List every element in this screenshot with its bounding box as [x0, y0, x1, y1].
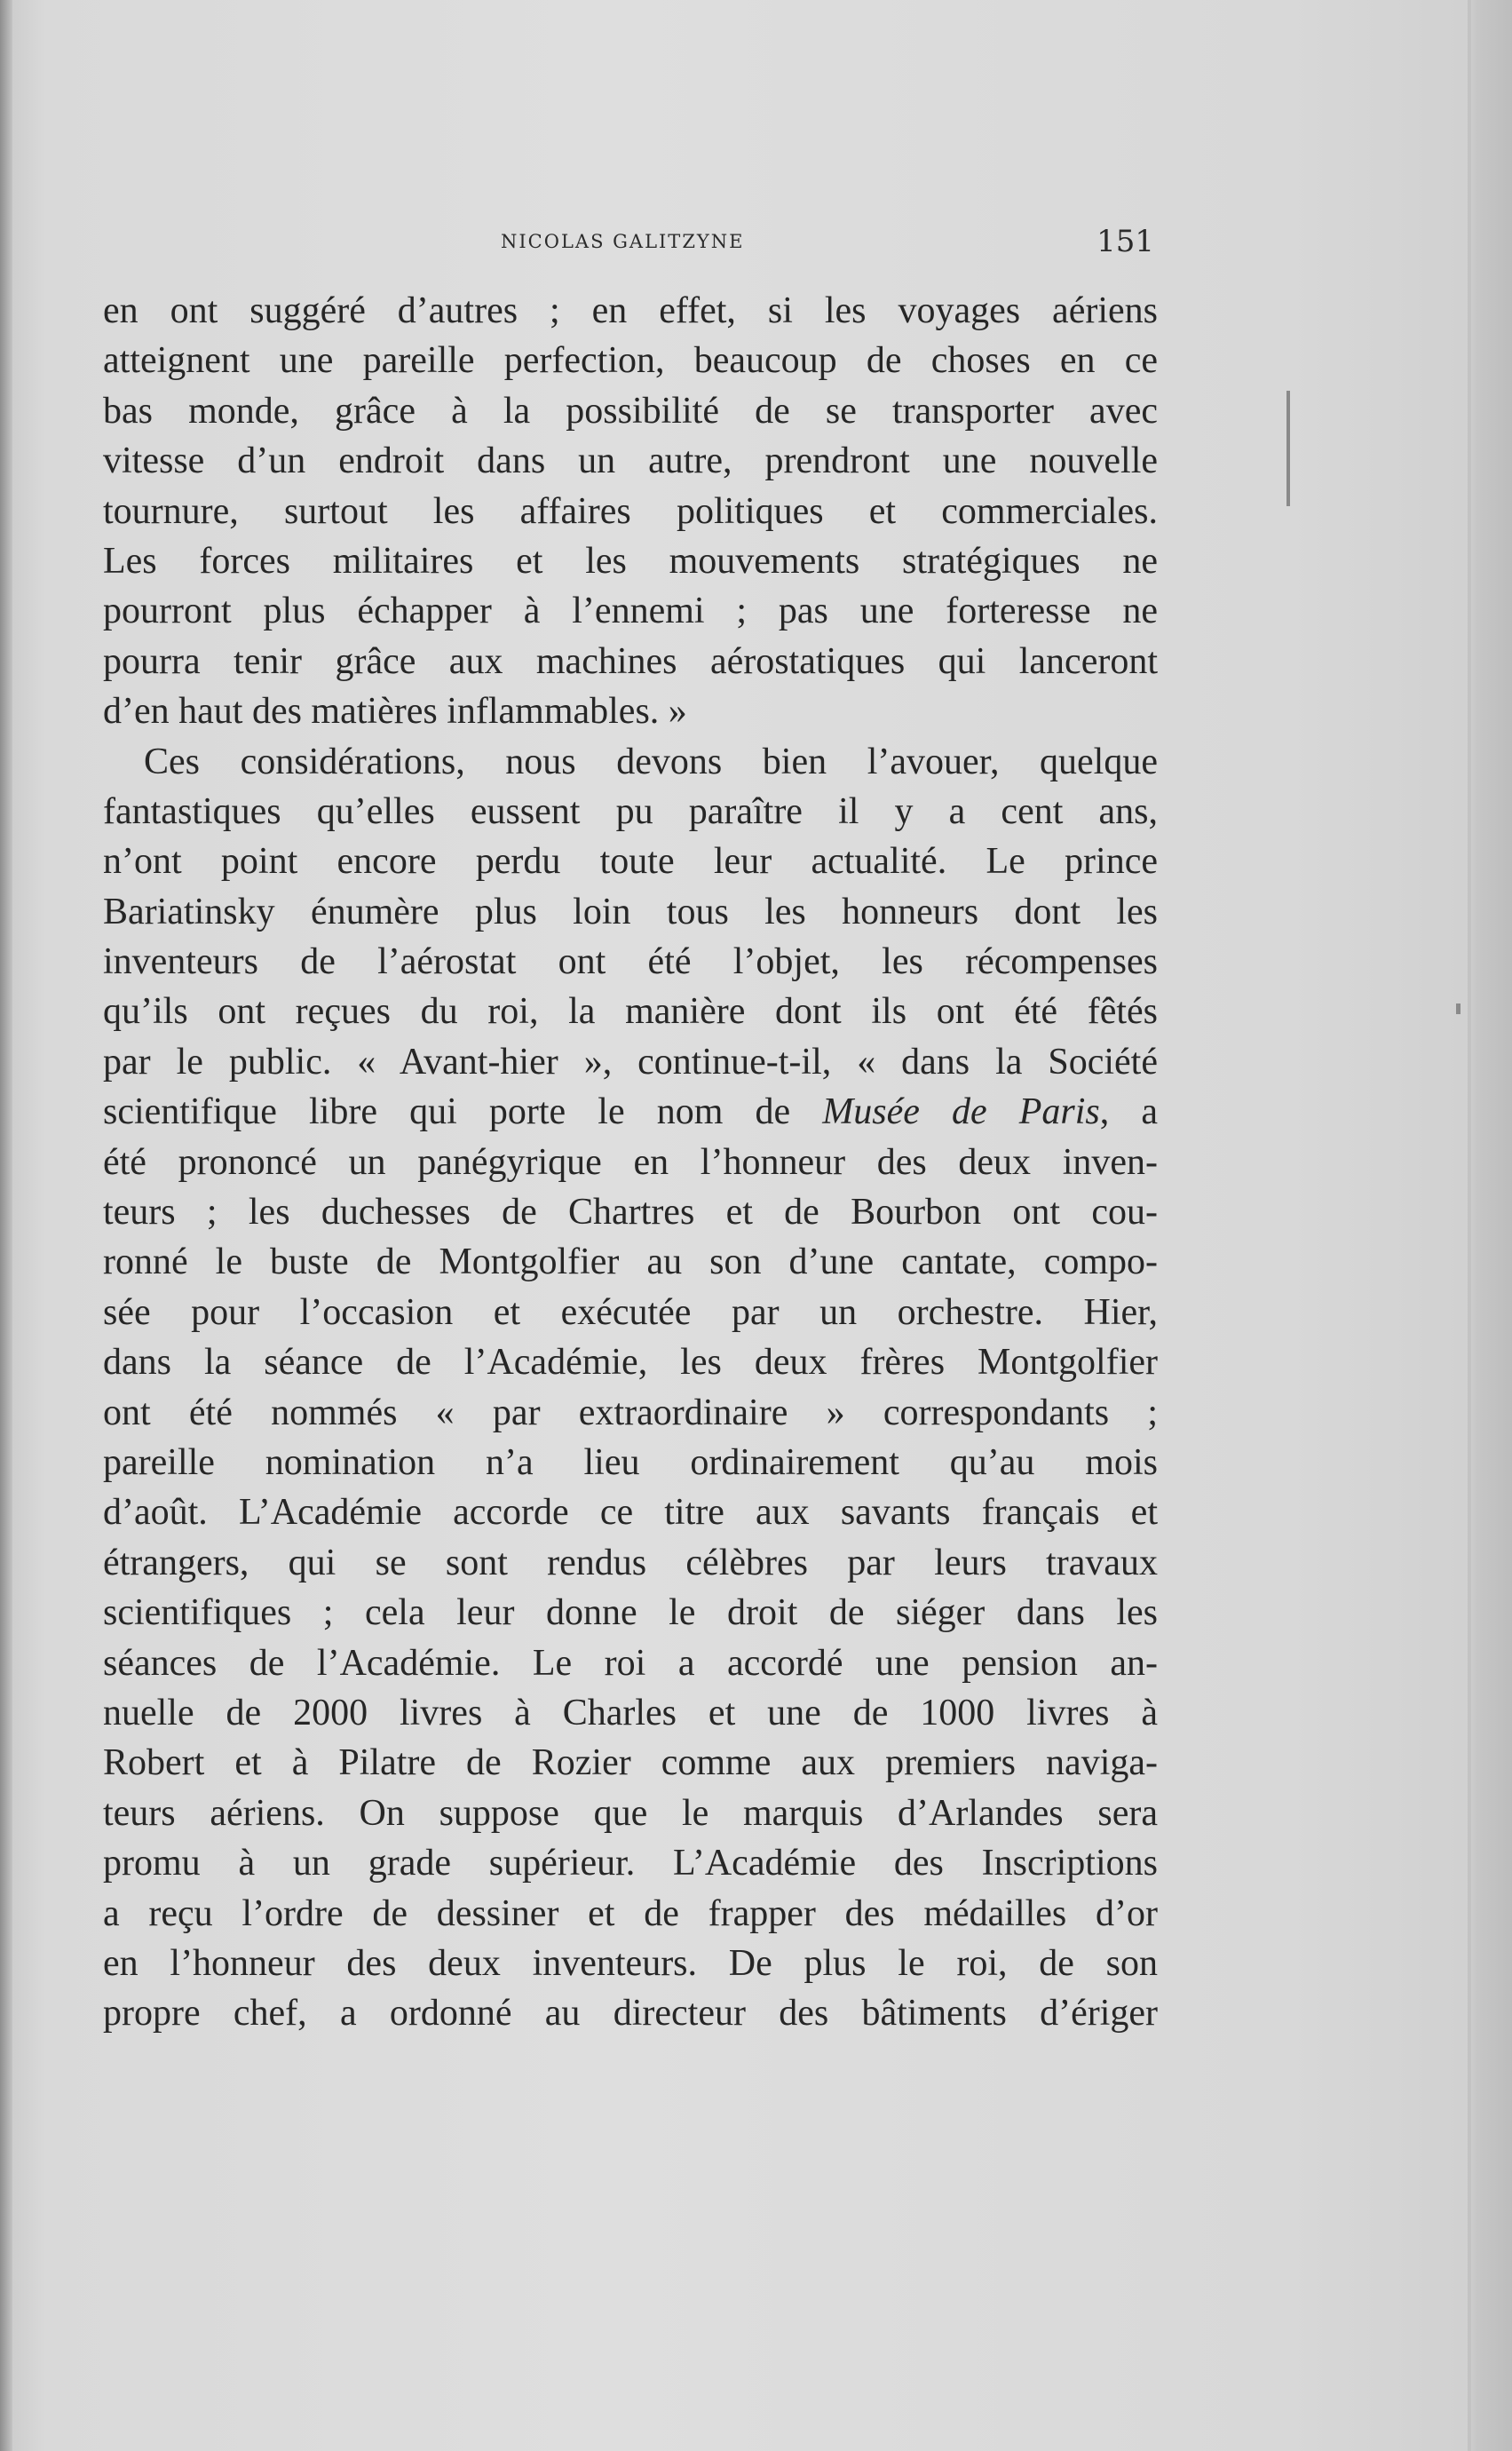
text-line: Robert et à Pilatre de Rozier comme aux premiers naviga-: [103, 1742, 1158, 1784]
text-line: sée pour l’occasion et exécutée par un orchestre. Hier,: [103, 1291, 1158, 1333]
text-line: teurs aériens. On suppose que le marquis d’Arlandes sera: [103, 1792, 1158, 1834]
text-line: propre chef, a ordonné au directeur des bâtiments d’ériger: [103, 1993, 1158, 2035]
page-header: [103, 226, 1158, 258]
text-line: d’en haut des matières inflammables. »: [103, 691, 687, 733]
text-line: pareille nomination n’a lieu ordinairement qu’au mois: [103, 1441, 1158, 1483]
text-segment: scientifique libre qui porte le nom de: [103, 1091, 823, 1133]
scan-speck: [1456, 1003, 1461, 1014]
text-line: Bariatinsky énumère plus loin tous les honneurs dont les: [103, 891, 1158, 932]
text-line: promu à un grade supérieur. L’Académie des Inscriptions: [103, 1843, 1158, 1884]
text-line: étrangers, qui se sont rendus célèbres par leurs travaux: [103, 1542, 1158, 1583]
text-line: ronné le buste de Montgolfier au son d’une cantate, compo-: [103, 1241, 1158, 1283]
text-line: d’août. L’Académie accorde ce titre aux savants français et: [103, 1492, 1158, 1534]
text-line: en ont suggéré d’autres ; en effet, si les voyages aériens: [103, 290, 1158, 331]
italic-title: Musée de Paris: [822, 1091, 1100, 1133]
text-line: qu’ils ont reçues du roi, la manière dont ils ont été fêtés: [103, 991, 1158, 1033]
text-line: nuelle de 2000 livres à Charles et une de 1000 livres à: [103, 1692, 1158, 1733]
text-line: dans la séance de l’Académie, les deux frères Montgolfier: [103, 1342, 1158, 1384]
page-fold-line: [1468, 0, 1471, 2451]
text-line: pourra tenir grâce aux machines aérostatiques qui lanceront: [103, 640, 1158, 682]
page-left-shadow: [0, 0, 12, 2451]
text-line: en l’honneur des deux inventeurs. De plus le roi, de son: [103, 1942, 1158, 1984]
text-line: par le public. « Avant-hier », continue-t-il, « dans la Société: [103, 1041, 1158, 1083]
text-line: bas monde, grâce à la possibilité de se transporter avec: [103, 390, 1158, 432]
page-right-edge: [1466, 0, 1512, 2451]
text-segment: , a: [1099, 1091, 1158, 1133]
text-line-with-italic: [103, 1087, 1158, 1137]
text-line: vitesse d’un endroit dans un autre, prendront une nouvelle: [103, 440, 1158, 482]
text-line: fantastiques qu’elles eussent pu paraître il y a cent ans,: [103, 790, 1158, 832]
running-head: NICOLAS GALITZYNE: [501, 231, 745, 252]
text-line: atteignent une pareille perfection, beaucoup de choses en ce: [103, 340, 1158, 382]
text-line: séances de l’Académie. Le roi a accordé une pension an-: [103, 1642, 1158, 1684]
text-line: pourront plus échapper à l’ennemi ; pas une forteresse ne: [103, 591, 1158, 632]
text-line: été prononcé un panégyrique en l’honneur des deux inven-: [103, 1141, 1158, 1183]
scan-mark: [1286, 391, 1290, 506]
text-line: n’ont point encore perdu toute leur actualité. Le prince: [103, 841, 1158, 883]
text-line: inventeurs de l’aérostat ont été l’objet, les récompenses: [103, 941, 1158, 983]
text-line: scientifiques ; cela leur donne le droit de siéger dans les: [103, 1592, 1158, 1634]
page-number: 151: [1096, 224, 1154, 259]
text-line: tournure, surtout les affaires politiques et commerciales.: [103, 490, 1158, 532]
text-line: Les forces militaires et les mouvements stratégiques ne: [103, 540, 1158, 582]
body-text: [103, 286, 1158, 2039]
text-line: a reçu l’ordre de dessiner et de frapper des médailles d’or: [103, 1892, 1158, 1934]
paragraph-start-line: Ces considérations, nous devons bien l’avouer, quelque: [144, 741, 1158, 782]
text-line: ont été nommés « par extraordinaire » correspondants ;: [103, 1392, 1158, 1433]
text-line: teurs ; les duchesses de Chartres et de Bourbon ont cou-: [103, 1192, 1158, 1233]
